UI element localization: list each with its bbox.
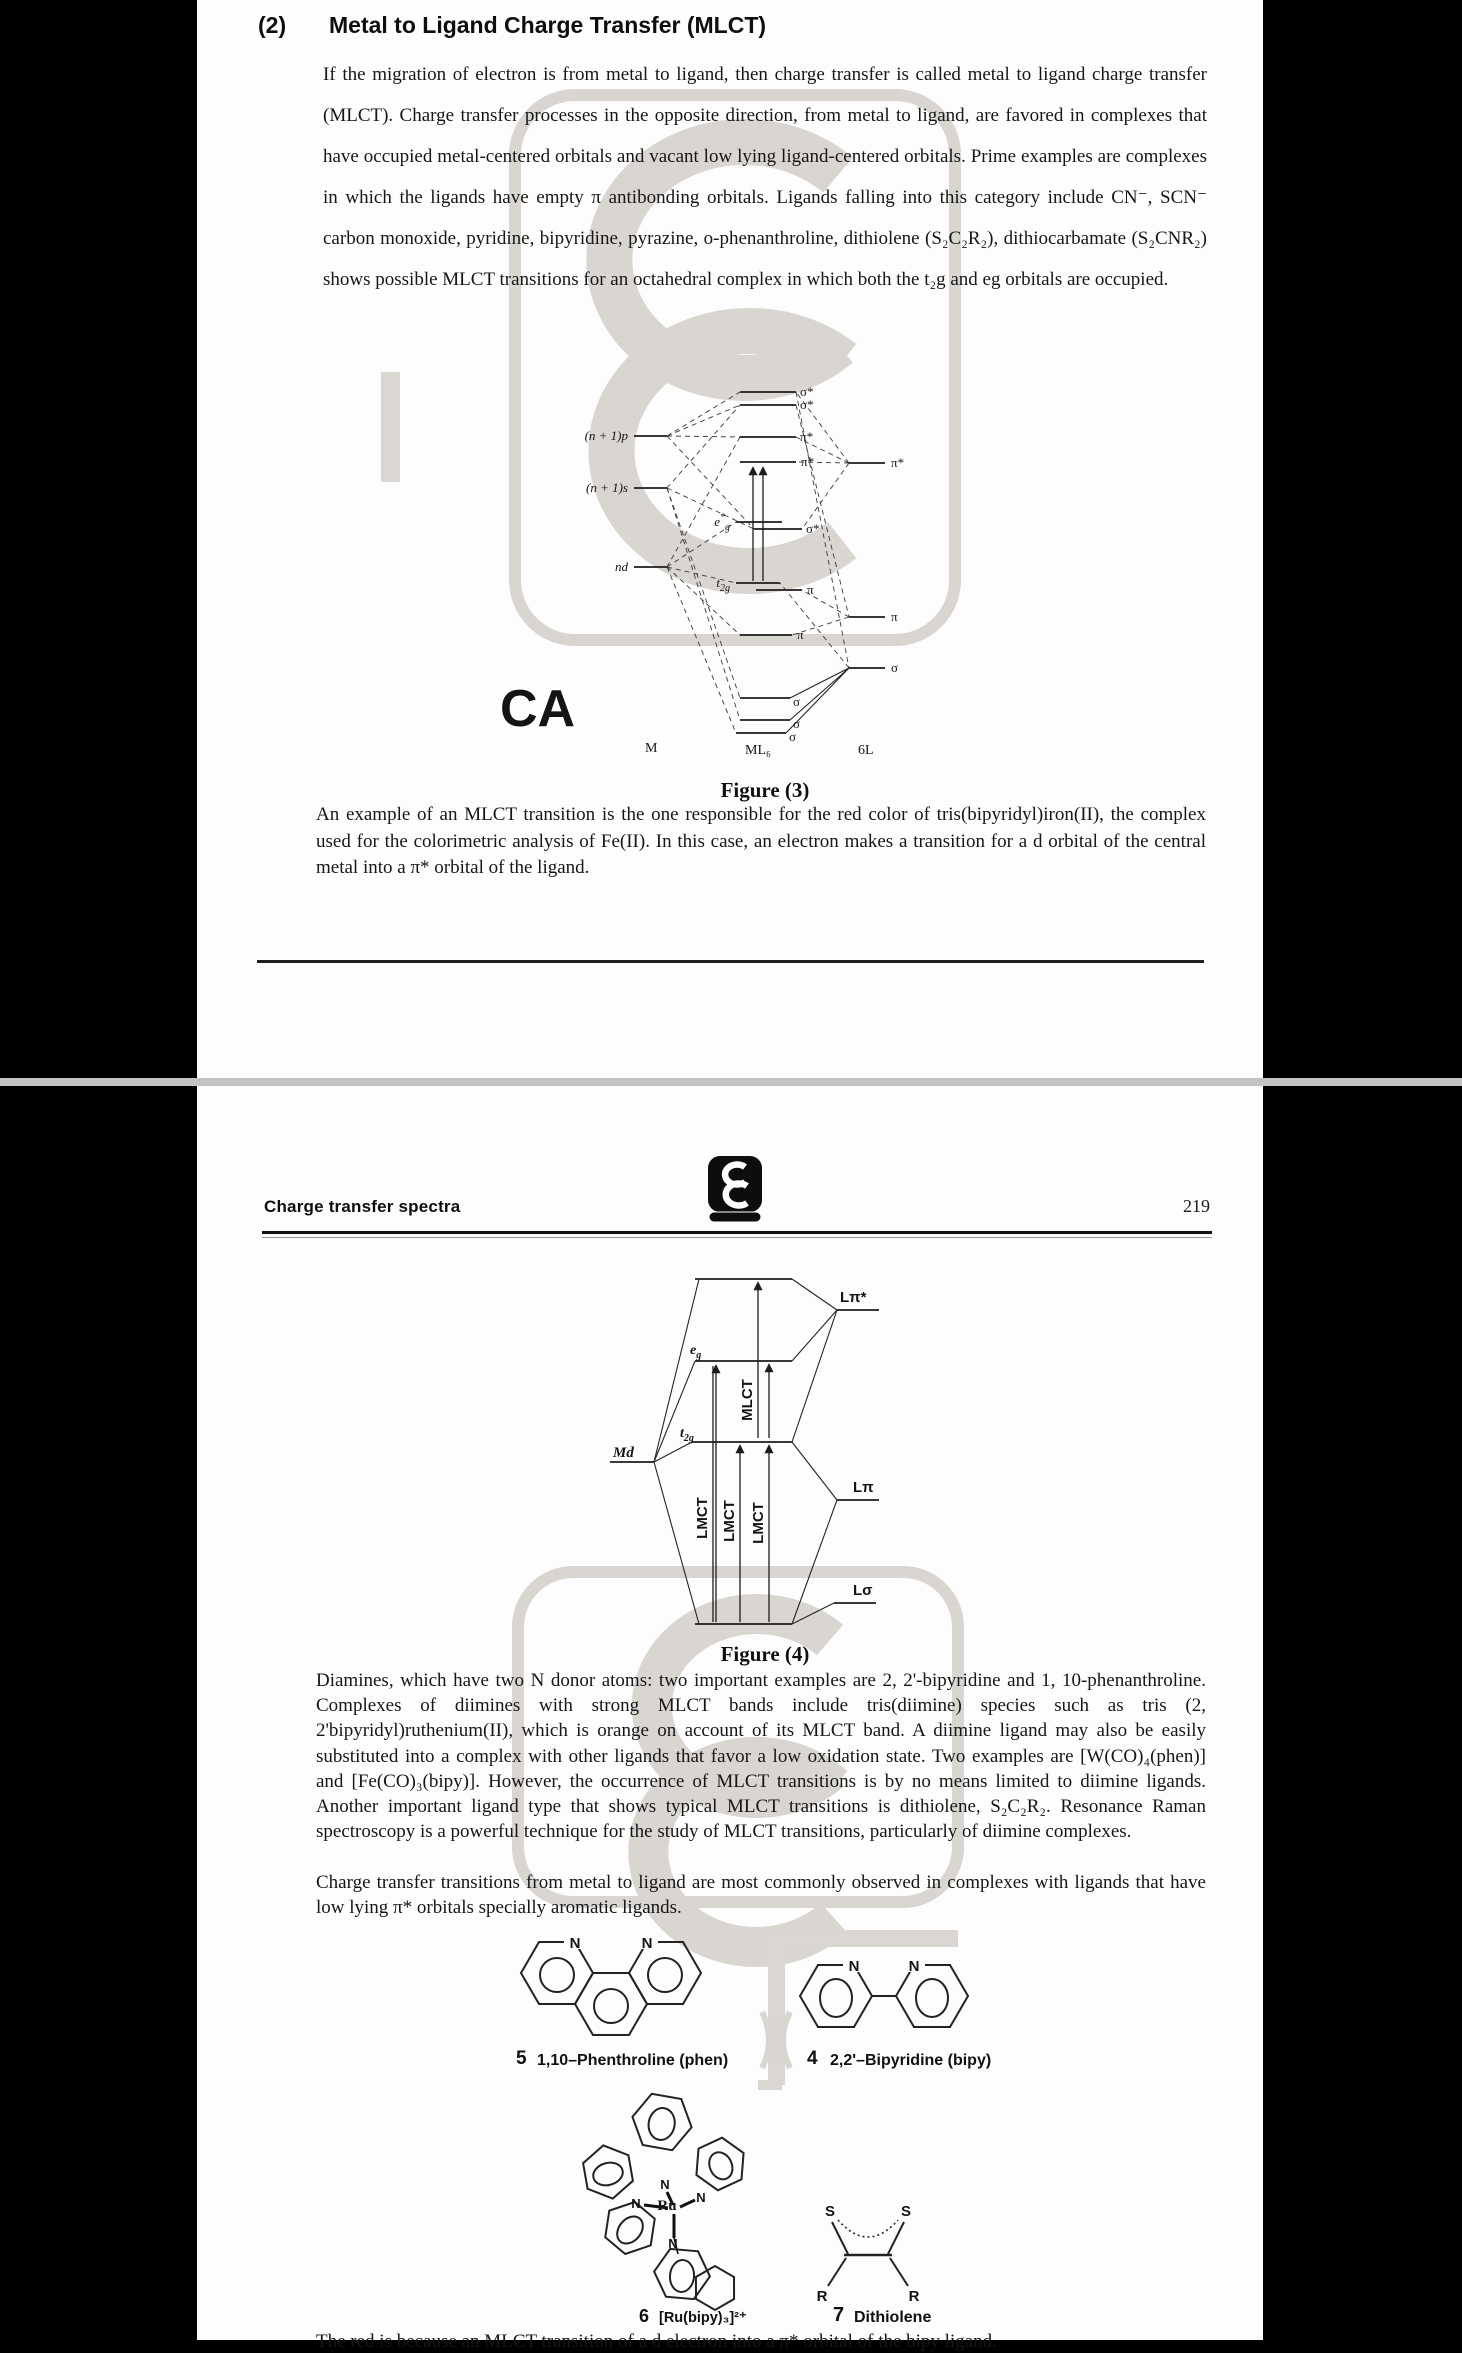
level-label: Md (613, 1445, 634, 1461)
level-label: $t_{2g}$ (716, 575, 730, 594)
nitrogen-atom: N (848, 1958, 860, 1975)
structure-number-ru: 6 (639, 2306, 650, 2326)
figure3-caption: Figure (3) (720, 778, 810, 802)
nitrogen-atom: N (696, 2190, 706, 2205)
structure-number-bipy: 4 (807, 2048, 818, 2069)
dithiolene-structure (800, 2192, 940, 2307)
watermark-letters: CA (500, 680, 576, 738)
paragraph-diamines: Diamines, which have two N donor atoms: two important examples are 2, 2'-bipyridine and 1, 10-phenanthroline. Complexes of diimines with strong MLCT bands include tris(diimine) species such as tris (2, 2'bipyridyl)ruthenium(II), which is orange on account of its MLCT band. A diimine ligand may also be easily substituted into a complex with other ligands that favor a low oxidation state. Two examples are [W(CO)₄(phen)] and [Fe(CO)₃(bipy)]. However, the occurrence of MLCT transitions is by no means limited to diimine ligands. Another important ligand type that shows typical MLCT transitions is dithiolene, S₂C₂R₂. Resonance Raman spectroscopy is a powerful technique for the study of MLCT transitions, particularly of diimine complexes. (316, 1670, 1206, 1843)
lmct-arrow-label: LMCT (694, 1497, 711, 1539)
structure-name-ru: [Ru(bipy)₃]²⁺ (659, 2310, 747, 2326)
lmct-arrow-label: LMCT (721, 1500, 738, 1542)
level-label: σ (789, 729, 797, 744)
level-label: Lπ* (840, 1289, 867, 1306)
header-rule-thin (262, 1237, 1212, 1238)
nitrogen-atom: N (908, 1958, 920, 1975)
level-label: π (891, 609, 898, 624)
figure3-mo-diagram (540, 378, 1010, 780)
level-label: π (807, 582, 814, 597)
mlct-arrow-label: MLCT (739, 1379, 756, 1421)
clipped-bottom-line: The red is because an MLCT transition of a d electron into a π* orbital of the bipy ligand. (316, 2331, 997, 2352)
nitrogen-atom: N (631, 2196, 641, 2211)
paragraph-mlct-intro: If the migration of electron is from metal to ligand, then charge transfer is called metal to ligand charge transfer (MLCT). Charge transfer processes in the opposite direction, from metal to ligand, are favored in complexes that have occupied metal-centered orbitals and vacant low lying ligand-centered orbitals. Prime examples are complexes in which the ligands have empty π antibonding orbitals. Ligands falling into this category include CN⁻, SCN⁻ carbon monoxide, pyridine, bipyridine, pyrazine, o-phenanthroline, dithiolene (S₂C₂R₂), dithiocarbamate (S₂CNR₂) shows possible MLCT transitions for an octahedral complex in which both the t₂g and eg orbitals are occupied. (323, 64, 1207, 290)
level-label: σ* (800, 397, 814, 412)
structure-name-phen: 1,10–Phenthroline (phen) (537, 2052, 729, 2069)
level-label: $t_{2g}$ (680, 1426, 694, 1444)
level-label: π* (891, 455, 905, 470)
paragraph-ct-transitions: Charge transfer transitions from metal to ligand are most commonly observed in complexes with ligands that have low lying π* orbitals specially aromatic ligands. (316, 1872, 1206, 1919)
structure-name-bipy: 2,2'–Bipyridine (bipy) (830, 2052, 992, 2069)
structure-number-phen: 5 (516, 2048, 527, 2069)
structure-number-dithiolene: 7 (833, 2304, 845, 2326)
figure4-caption: Figure (4) (720, 1642, 810, 1666)
level-label: π (797, 627, 804, 642)
level-label: (n + 1)s (586, 480, 628, 495)
ru-bipy3-structure (570, 2088, 780, 2313)
level-label: $e^*_g$ (714, 512, 730, 533)
figure4-ct-diagram (600, 1270, 900, 1638)
page-separator-band (0, 1078, 1462, 1086)
level-label: σ (793, 694, 801, 709)
level-label: π* (800, 429, 814, 444)
level-label: σ* (806, 521, 820, 536)
section-number: (2) (258, 12, 287, 38)
column-label: 6L (858, 743, 874, 758)
level-label: Lπ (853, 1479, 874, 1496)
level-label: Lσ (853, 1582, 873, 1599)
section-title: Metal to Ligand Charge Transfer (MLCT) (329, 12, 767, 38)
running-header: Charge transfer spectra (264, 1197, 461, 1216)
page-number: 219 (1183, 1196, 1210, 1216)
level-label: σ (793, 716, 801, 731)
column-label: M (645, 741, 658, 756)
structure-name-dithiolene: Dithiolene (854, 2309, 932, 2326)
r-group: R (816, 2288, 828, 2305)
ru-center: Ru (657, 2198, 677, 2214)
logo-caption: CAREER ENDEAVOUR (710, 1215, 760, 1221)
sulfur-atom: S (824, 2203, 836, 2220)
nitrogen-atom: N (641, 1935, 653, 1952)
nitrogen-atom: N (569, 1935, 581, 1952)
nitrogen-atom: N (668, 2236, 678, 2251)
career-endeavour-logo (707, 1155, 763, 1223)
level-label: σ (891, 660, 899, 675)
lmct-arrow-label: LMCT (750, 1502, 767, 1544)
nitrogen-atom: N (660, 2177, 670, 2192)
section-divider (257, 960, 1204, 963)
column-label: ML₆ (745, 743, 771, 758)
level-label: σ* (800, 384, 814, 399)
level-label: nd (615, 559, 628, 574)
sulfur-atom: S (900, 2203, 912, 2220)
level-label: π* (801, 454, 815, 469)
level-label: (n + 1)p (584, 428, 628, 443)
paragraph-mlct-example: An example of an MLCT transition is the one responsible for the red color of tris(bipyridyl)iron(II), the complex used for the colorimetric analysis of Fe(II). In this case, an electron makes a transition for a d orbital of the central metal into a π* orbital of the ligand. (316, 804, 1206, 878)
r-group: R (908, 2288, 920, 2305)
level-label: $e_g$ (690, 1343, 702, 1361)
header-rule (262, 1231, 1212, 1234)
